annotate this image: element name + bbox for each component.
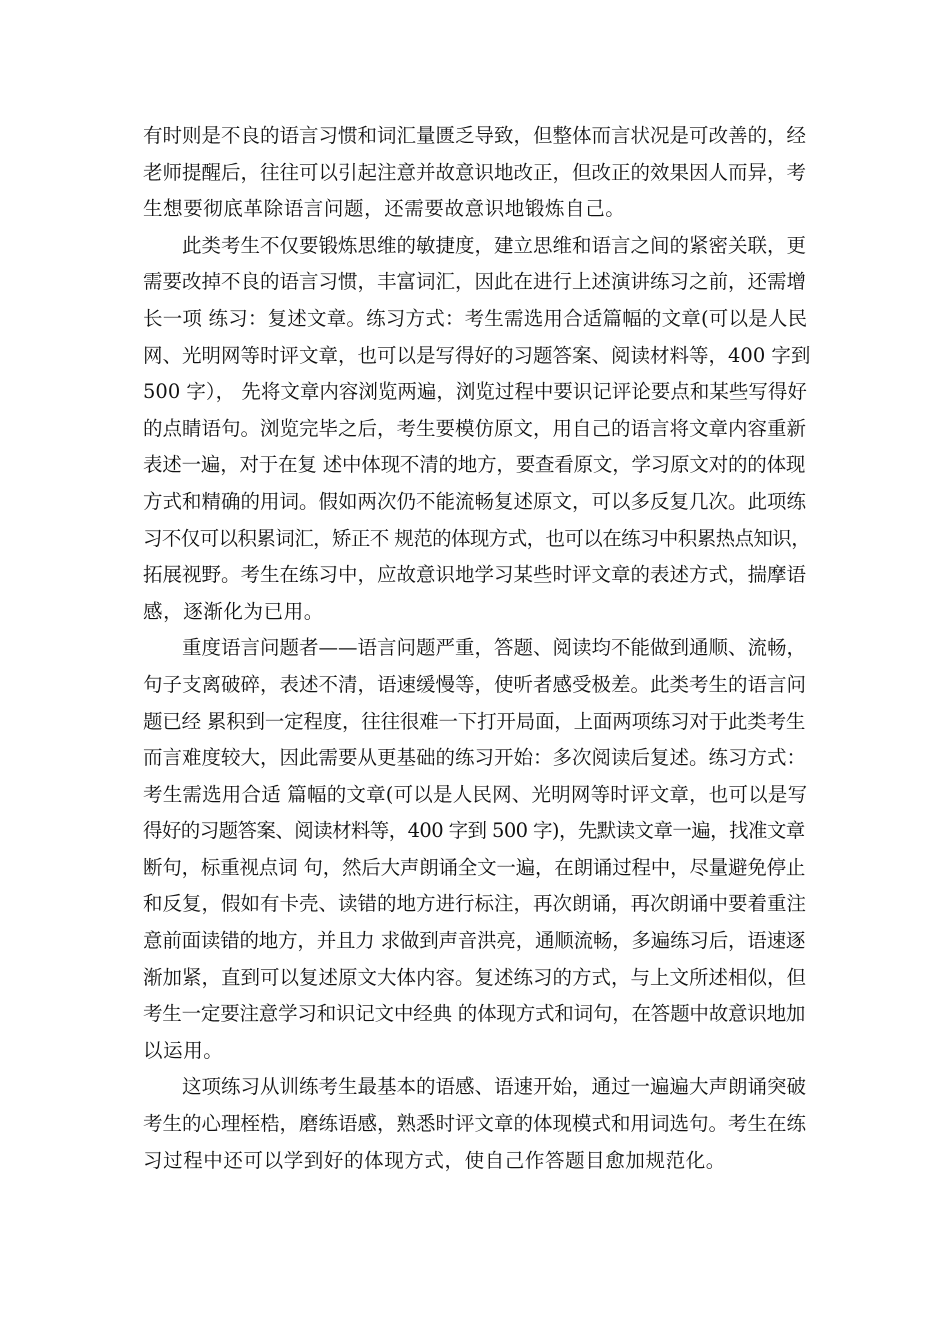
text-line: 断句，标重视点词 句，然后大声朗诵全文一遍，在朗诵过程中，尽量避免停止 bbox=[143, 855, 806, 879]
text-line: 需要改掉不良的语言习惯，丰富词汇，因此在进行上述演讲练习之前，还需增 bbox=[143, 270, 807, 294]
text-line: 以运用。 bbox=[143, 1038, 224, 1062]
text-line: 生想要彻底革除语言问题，还需要故意识地锻炼自己。 bbox=[143, 197, 626, 221]
paragraph-2 bbox=[143, 228, 811, 631]
text-line: 重度语言问题者——语言问题严重，答题、阅读均不能做到通顺、流畅， bbox=[182, 636, 807, 660]
paragraph-1 bbox=[143, 118, 811, 228]
text-line: 得好的习题答案、阅读材料等，400 字到 500 字)，先默读文章一遍，找准文章 bbox=[143, 819, 805, 843]
text-line: 意前面读错的地方，并且力 求做到声音洪亮，通顺流畅，多遍练习后，语速逐 bbox=[143, 929, 806, 953]
text-line: 老师提醒后，往往可以引起注意并故意识地改正，但改正的效果因人而异，考 bbox=[143, 160, 807, 184]
text-line: 此类考生不仅要锻炼思维的敏捷度，建立思维和语言之间的紧密关联，更 bbox=[182, 233, 807, 257]
text-line: 习过程中还可以学到好的体现方式，使自己作答题目愈加规范化。 bbox=[143, 1148, 726, 1172]
text-line: 拓展视野。考生在练习中，应故意识地学习某些时评文章的表述方式，揣摩语 bbox=[143, 563, 807, 587]
text-line: 的点睛语句。浏览完毕之后，考生要模仿原文，用自己的语言将文章内容重新 bbox=[143, 416, 807, 440]
text-line: 题已经 累积到一定程度，往往很难一下打开局面，上面两项练习对于此类考生 bbox=[143, 709, 806, 733]
text-line: 方式和精确的用词。假如两次仍不能流畅复述原文，可以多反复几次。此项练 bbox=[143, 489, 807, 513]
text-line: 和反复，假如有卡壳、读错的地方进行标注，再次朗诵，再次朗诵中要着重注 bbox=[143, 892, 807, 916]
text-line: 这项练习从训练考生最基本的语感、语速开始，通过一遍遍大声朗诵突破 bbox=[182, 1075, 807, 1099]
text-line: 考生的心理桎梏，磨练语感，熟悉时评文章的体现模式和用词选句。考生在练 bbox=[143, 1112, 807, 1136]
text-line: 表述一遍，对于在复 述中体现不清的地方，要查看原文，学习原文对的的体现 bbox=[143, 453, 806, 477]
document-body bbox=[143, 118, 811, 1179]
text-line: 有时则是不良的语言习惯和词汇量匮乏导致，但整体而言状况是可改善的，经 bbox=[143, 124, 807, 147]
paragraph-3 bbox=[143, 630, 811, 1069]
text-line: 而言难度较大，因此需要从更基础的练习开始：多次阅读后复述。练习方式： bbox=[143, 746, 807, 770]
text-line: 网、光明网等时评文章，也可以是写得好的习题答案、阅读材料等，400 字到 bbox=[143, 343, 811, 367]
text-line: 渐加紧，直到可以复述原文大体内容。复述练习的方式，与上文所述相似，但 bbox=[143, 965, 807, 989]
text-line: 长一项 练习：复述文章。练习方式：考生需选用合适篇幅的文章(可以是人民 bbox=[143, 306, 808, 330]
text-line: 500 字）， 先将文章内容浏览两遍，浏览过程中要识记评论要点和某些写得好 bbox=[143, 380, 807, 404]
paragraph-4 bbox=[143, 1069, 811, 1179]
text-line: 习不仅可以积累词汇，矫正不 规范的体现方式，也可以在练习中积累热点知识， bbox=[143, 526, 811, 550]
text-line: 句子支离破碎，表述不清，语速缓慢等，使听者感受极差。此类考生的语言问 bbox=[143, 672, 807, 696]
text-line: 考生需选用合适 篇幅的文章(可以是人民网、光明网等时评文章，也可以是写 bbox=[143, 782, 808, 806]
text-line: 感，逐渐化为已用。 bbox=[143, 599, 324, 623]
text-line: 考生一定要注意学习和识记文中经典 的体现方式和词句，在答题中故意识地加 bbox=[143, 1002, 806, 1026]
